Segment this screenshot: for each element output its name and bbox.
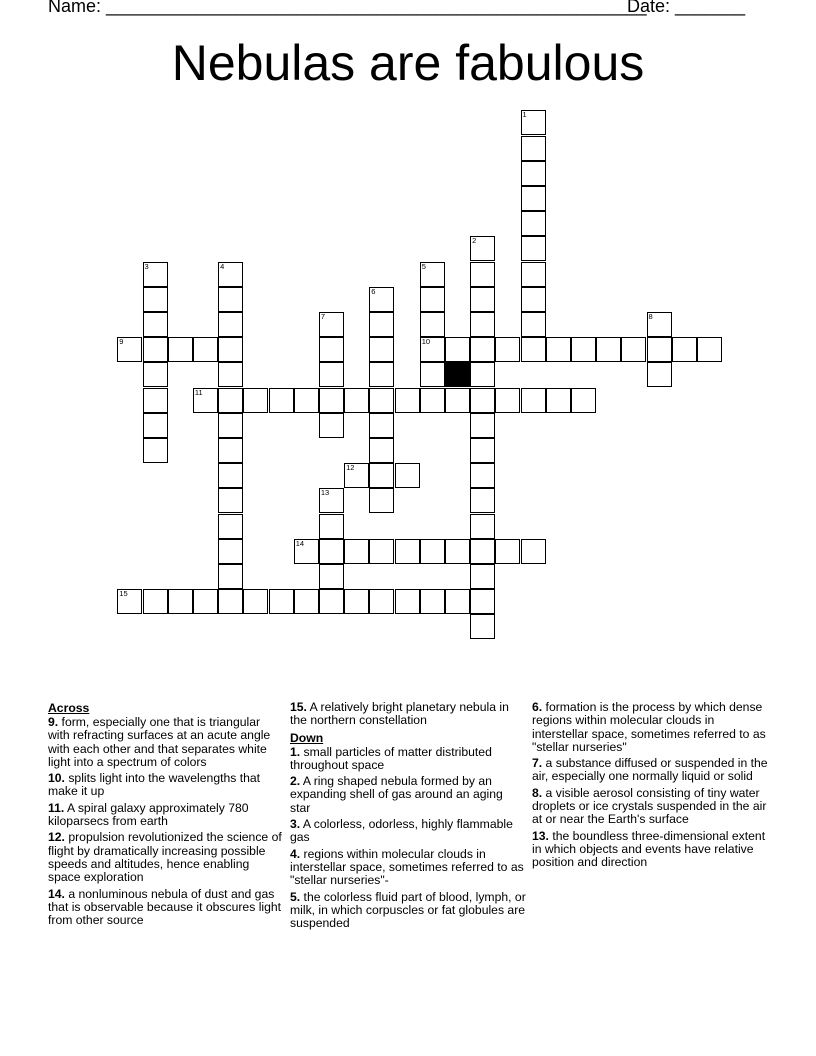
grid-cell[interactable]: [470, 514, 495, 539]
clue-down-4: 4. regions within molecular clouds in interstellar space, sometimes referred to as "stellar nurseries"-: [290, 846, 524, 888]
grid-cell[interactable]: [521, 186, 546, 211]
grid-cell[interactable]: [420, 362, 445, 387]
grid-cell[interactable]: [319, 564, 344, 589]
clue-number: 6: [371, 286, 376, 296]
grid-cell[interactable]: [369, 589, 394, 614]
clues-column-3: [532, 701, 768, 873]
puzzle-title: Nebulas are fabulous: [171, 35, 645, 91]
grid-cell[interactable]: [143, 287, 168, 312]
grid-cell[interactable]: [294, 388, 319, 413]
grid-cell[interactable]: [218, 312, 243, 337]
grid-cell[interactable]: [344, 589, 369, 614]
date-field-label: Date: _______: [627, 0, 746, 16]
clue-across-12: 12. propulsion revolutionized the science of flight by dramatically increasing possible speeds and altitudes, hence enabling space exploration: [48, 830, 282, 885]
grid-cell[interactable]: [420, 539, 445, 564]
grid-cell[interactable]: [218, 514, 243, 539]
across-heading: Across: [48, 701, 90, 715]
grid-cell[interactable]: [143, 388, 168, 413]
grid-cell[interactable]: [294, 539, 319, 564]
clue-number: 10: [421, 337, 431, 347]
clue-down-8: 8. a visible aerosol consisting of tiny water droplets or ice crystals suspended in the air at or near the Earth's surface: [532, 785, 767, 827]
grid-cell[interactable]: [369, 388, 394, 413]
grid-cell[interactable]: [369, 287, 394, 312]
grid-cell[interactable]: [445, 337, 470, 362]
grid-cell[interactable]: [420, 388, 445, 413]
grid-cell[interactable]: [344, 463, 369, 488]
grid-cell[interactable]: [420, 337, 445, 362]
grid-cell[interactable]: [243, 589, 268, 614]
clue-number: 1: [522, 110, 527, 120]
grid-cell[interactable]: [470, 413, 495, 438]
grid-cell[interactable]: [420, 589, 445, 614]
grid-cell[interactable]: [369, 539, 394, 564]
grid-cell[interactable]: [470, 463, 495, 488]
grid-cell[interactable]: [596, 337, 621, 362]
grid-cell[interactable]: [647, 362, 672, 387]
grid-cell[interactable]: [319, 589, 344, 614]
grid-cell[interactable]: [445, 539, 470, 564]
grid-cell[interactable]: [143, 312, 168, 337]
grid-cell[interactable]: [319, 488, 344, 513]
grid-cell[interactable]: [445, 589, 470, 614]
grid-cell[interactable]: [143, 362, 168, 387]
grid-cell[interactable]: [168, 337, 193, 362]
grid-cell[interactable]: [319, 312, 344, 337]
grid-cell[interactable]: [420, 312, 445, 337]
grid-cell[interactable]: [470, 388, 495, 413]
grid-cell[interactable]: [521, 312, 546, 337]
grid-cell[interactable]: [521, 337, 546, 362]
grid-cell[interactable]: [521, 211, 546, 236]
grid-cell[interactable]: [269, 589, 294, 614]
grid-cell[interactable]: [621, 337, 646, 362]
grid-cell[interactable]: [521, 262, 546, 287]
clue-number: 11: [194, 387, 203, 397]
grid-cell[interactable]: [395, 539, 420, 564]
clue-across-14: 14. a nonluminous nebula of dust and gas that is observable because it obscures light from other source: [48, 886, 282, 928]
clue-number: 15: [119, 589, 128, 599]
grid-cell[interactable]: [218, 589, 243, 614]
grid-cell[interactable]: [495, 539, 520, 564]
grid-cell[interactable]: [647, 337, 672, 362]
clue-down-5: 5. the colorless fluid part of blood, lymph, or milk, in which corpuscles or fat globules are suspended: [290, 889, 526, 931]
clue-down-13: 13. the boundless three-dimensional extent in which objects and events have relative position and direction: [532, 828, 766, 870]
grid-cell[interactable]: [344, 388, 369, 413]
grid-cell[interactable]: [470, 539, 495, 564]
grid-cell[interactable]: [672, 337, 697, 362]
grid-cell[interactable]: [521, 388, 546, 413]
grid-cell[interactable]: [369, 337, 394, 362]
grid-cell[interactable]: [571, 388, 596, 413]
clues-column-1: [48, 701, 284, 930]
clue-across-11: 11. A spiral galaxy approximately 780 kiloparsecs from earth: [48, 800, 249, 829]
grid-cell[interactable]: [218, 539, 243, 564]
grid-cell[interactable]: [420, 262, 445, 287]
grid-cell[interactable]: [168, 589, 193, 614]
grid-cell[interactable]: [218, 362, 243, 387]
grid-cell[interactable]: [218, 262, 243, 287]
grid-cell[interactable]: [546, 337, 571, 362]
clue-down-1: 1. small particles of matter distributed throughout space: [290, 744, 492, 772]
clue-down-7: 7. a substance diffused or suspended in the air, especially one normally liquid or solid: [532, 756, 768, 784]
grid-cell[interactable]: [218, 488, 243, 513]
clue-down-6: 6. formation is the process by which dense regions within molecular clouds in interstellar space, sometimes referred to as "stellar nurseries": [532, 700, 766, 754]
clue-number: 8: [648, 311, 653, 321]
grid-cell[interactable]: [319, 362, 344, 387]
clue-number: 4: [220, 261, 225, 271]
grid-cell[interactable]: [521, 539, 546, 564]
grid-cell[interactable]: [445, 388, 470, 413]
grid-cell[interactable]: [319, 337, 344, 362]
clue-across-15: 15. A relatively bright planetary nebula in the northern constellation: [290, 700, 509, 728]
clue-down-2: 2. A ring shaped nebula formed by an expanding shell of gas around an aging star: [290, 774, 503, 815]
grid-cell[interactable]: [218, 413, 243, 438]
grid-cell[interactable]: [369, 312, 394, 337]
down-heading: Down: [290, 730, 324, 745]
grid-cell[interactable]: [369, 362, 394, 387]
name-field-label: Name: ______________________________________________________: [48, 0, 647, 16]
grid-cell[interactable]: [470, 287, 495, 312]
clue-across-10: 10. splits light into the wavelengths that make it up: [48, 771, 261, 799]
grid-cell[interactable]: [269, 388, 294, 413]
clue-across-9: 9. form, especially one that is triangular with refracting surfaces at an acute angle with each other and that separates white light into a spectrum of colors: [48, 715, 271, 769]
grid-cell[interactable]: [193, 337, 218, 362]
grid-cell[interactable]: [546, 388, 571, 413]
grid-cell[interactable]: [143, 413, 168, 438]
clue-number: 14: [295, 538, 305, 548]
grid-cell[interactable]: [521, 110, 546, 135]
grid-cell[interactable]: [647, 312, 672, 337]
grid-cell[interactable]: [521, 287, 546, 312]
grid-cell[interactable]: [470, 312, 495, 337]
grid-cell[interactable]: [521, 136, 546, 161]
grid-cell[interactable]: [470, 614, 495, 639]
grid-cell[interactable]: [470, 362, 495, 387]
grid-cell[interactable]: [117, 337, 142, 362]
clue-number: 9: [119, 337, 124, 347]
grid-cell[interactable]: [218, 463, 243, 488]
grid-cell[interactable]: [470, 262, 495, 287]
clues-column-2: [290, 701, 526, 933]
grid-cell[interactable]: [571, 337, 596, 362]
grid-cell[interactable]: [218, 388, 243, 413]
grid-cell[interactable]: [470, 438, 495, 463]
grid-cell[interactable]: [319, 388, 344, 413]
grid-cell[interactable]: [218, 287, 243, 312]
grid-cell[interactable]: [319, 539, 344, 564]
grid-cell[interactable]: [395, 388, 420, 413]
grid-cell[interactable]: [218, 564, 243, 589]
grid-cell[interactable]: [470, 488, 495, 513]
grid-cell[interactable]: [395, 589, 420, 614]
grid-cell[interactable]: [369, 463, 394, 488]
grid-cell[interactable]: [521, 161, 546, 186]
grid-cell[interactable]: [143, 589, 168, 614]
grid-cell[interactable]: [369, 488, 394, 513]
grid-cell[interactable]: [143, 438, 168, 463]
clue-number: 12: [346, 463, 355, 473]
clue-number: 2: [472, 236, 477, 246]
grid-cell[interactable]: [218, 337, 243, 362]
grid-cell[interactable]: [495, 388, 520, 413]
grid-cell[interactable]: [369, 413, 394, 438]
grid-cell[interactable]: [369, 438, 394, 463]
grid-cell[interactable]: [143, 337, 168, 362]
grid-cell[interactable]: [470, 337, 495, 362]
grid-cell[interactable]: [470, 589, 495, 614]
clue-down-3: 3. A colorless, odorless, highly flammable gas: [290, 817, 513, 845]
grid-cell[interactable]: [495, 337, 520, 362]
grid-cell[interactable]: [218, 438, 243, 463]
grid-cell[interactable]: [294, 589, 319, 614]
clue-number: 3: [144, 261, 149, 271]
blocked-cell: [445, 362, 470, 387]
grid-cell[interactable]: [344, 539, 369, 564]
grid-cell[interactable]: [143, 262, 168, 287]
grid-cell[interactable]: [697, 337, 722, 362]
clue-number: 7: [320, 311, 326, 321]
grid-cell[interactable]: [521, 236, 546, 261]
grid-cell[interactable]: [117, 589, 142, 614]
clue-number: 5: [421, 261, 426, 271]
grid-cell[interactable]: [470, 564, 495, 589]
grid-cell[interactable]: [193, 388, 218, 413]
grid-cell[interactable]: [319, 413, 344, 438]
clue-number: 13: [320, 488, 330, 498]
grid-cell[interactable]: [470, 236, 495, 261]
grid-cell[interactable]: [243, 388, 268, 413]
grid-cell[interactable]: [319, 514, 344, 539]
grid-cell[interactable]: [420, 287, 445, 312]
grid-cell[interactable]: [193, 589, 218, 614]
grid-cell[interactable]: [395, 463, 420, 488]
